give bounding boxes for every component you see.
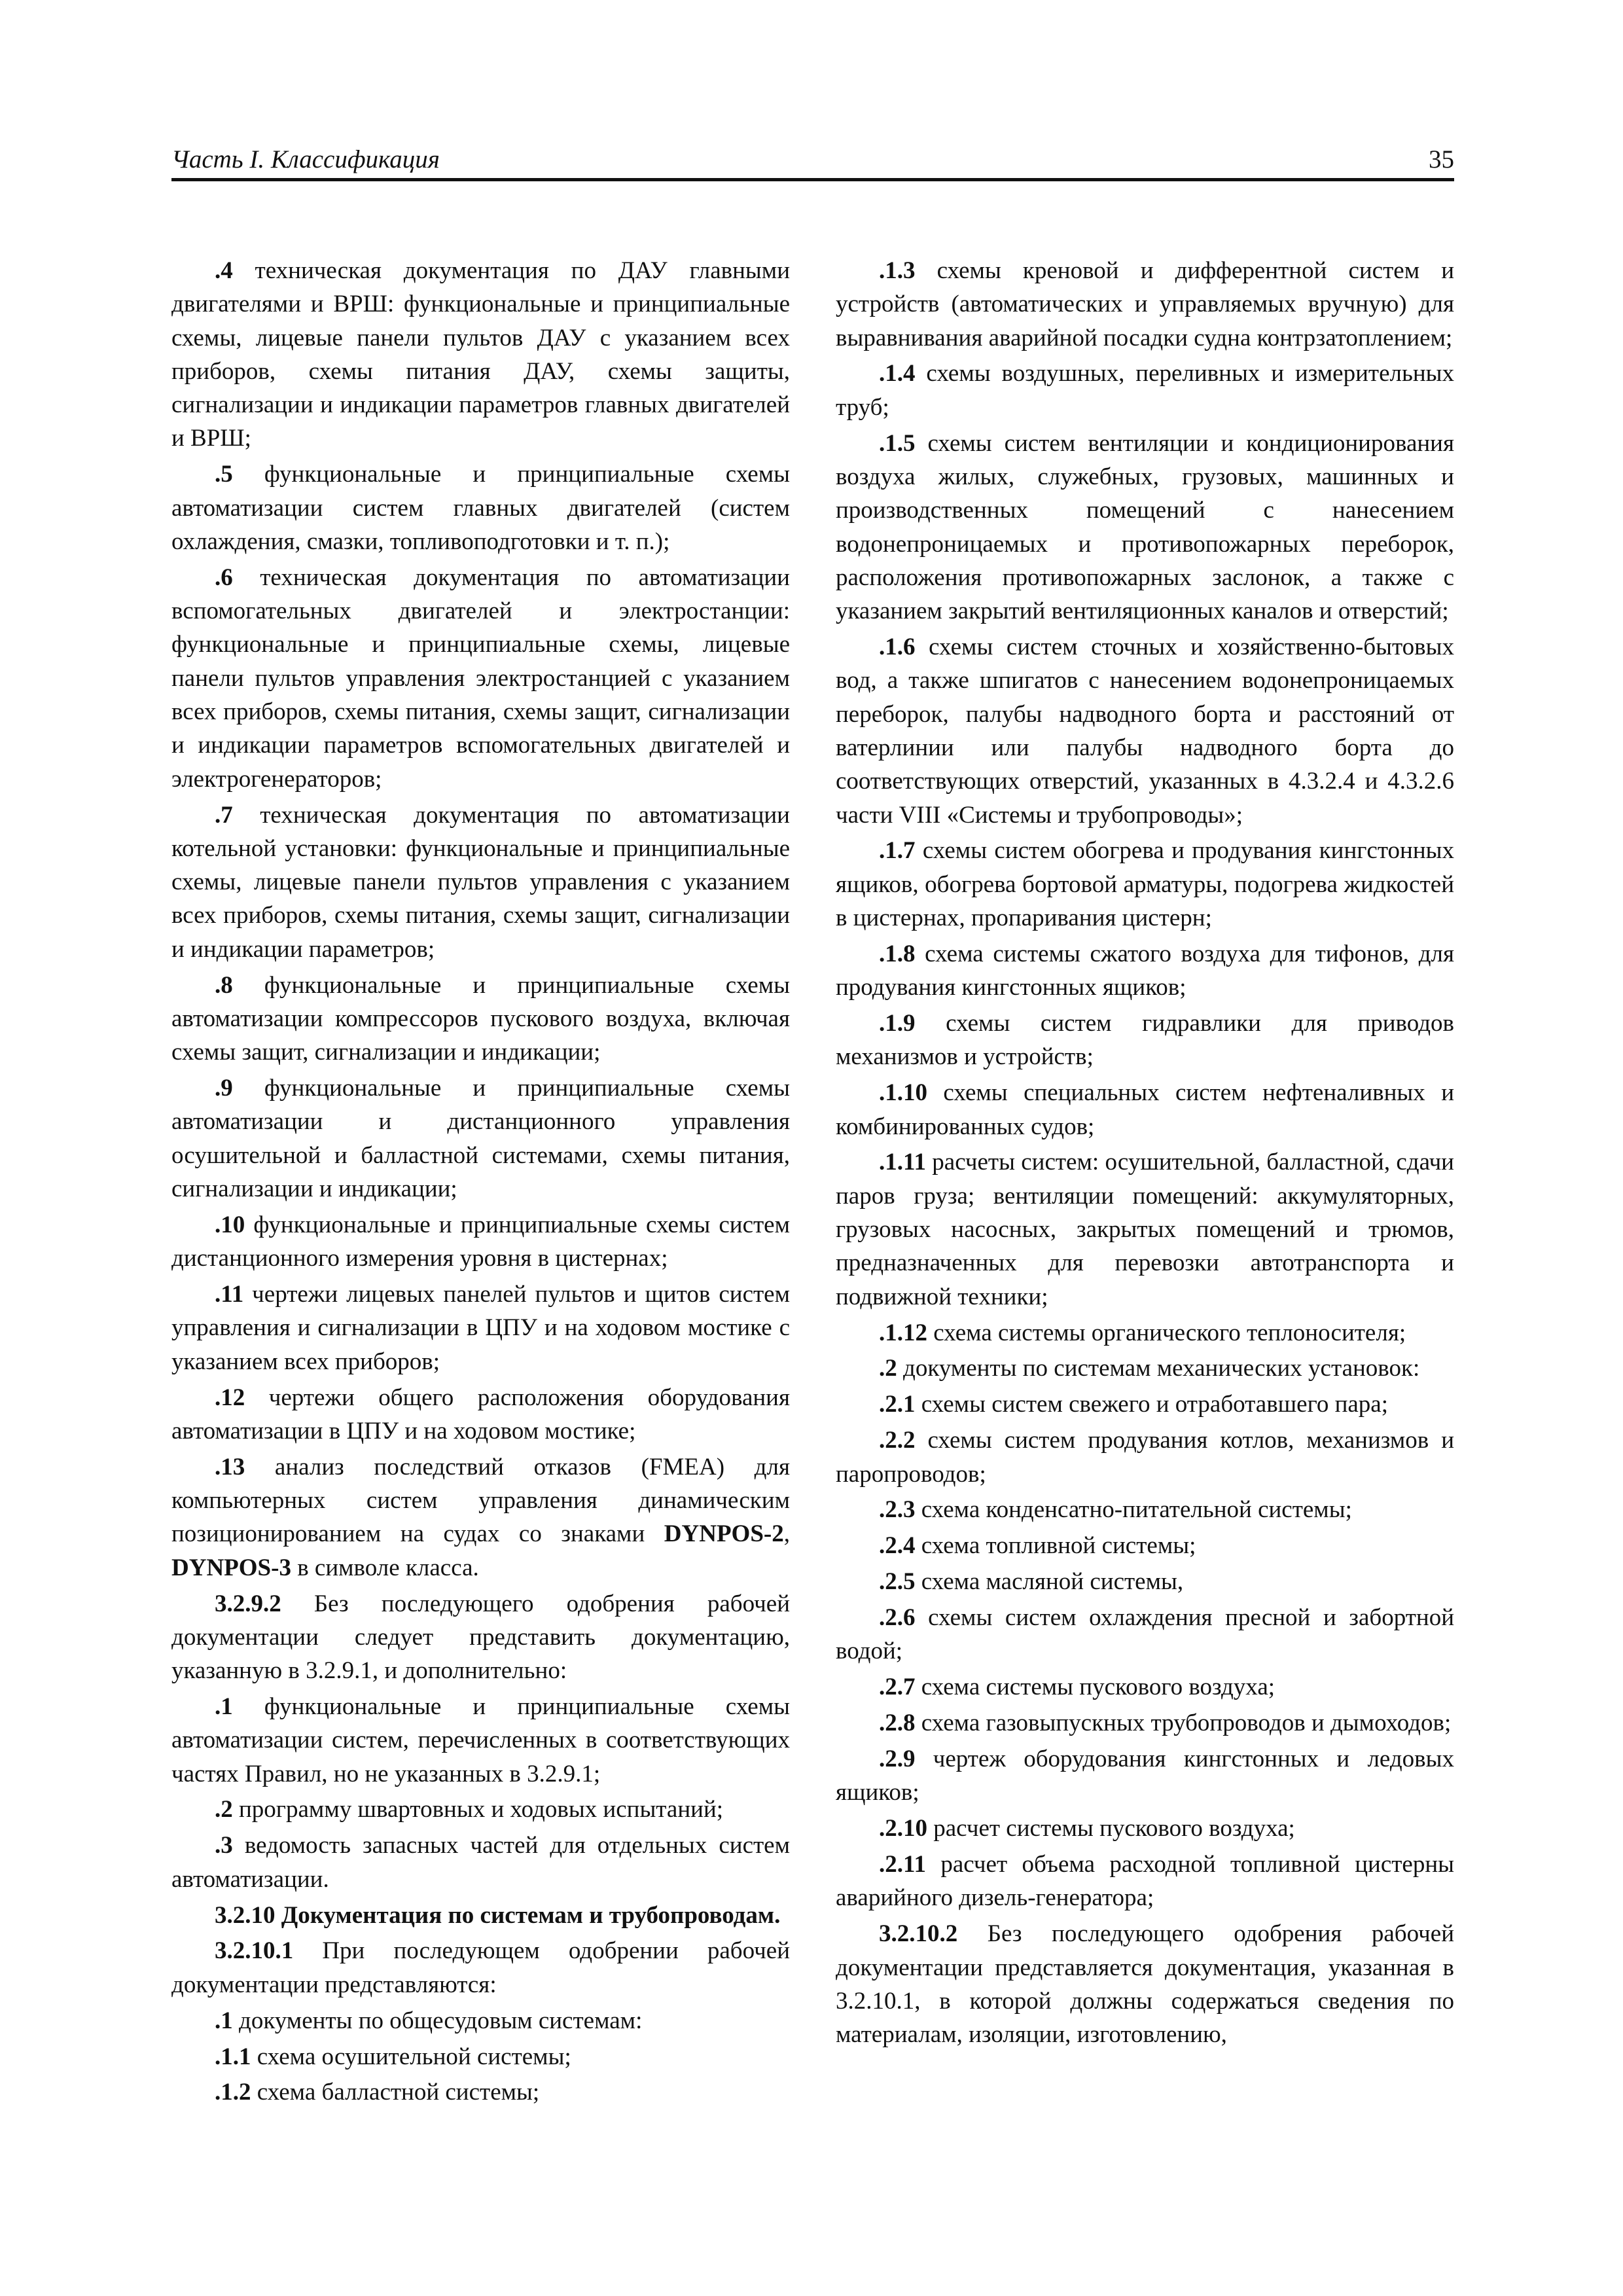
- list-item: .1.3 схемы креновой и дифферентной систем и устройств (автоматических и управляемых вручную) для выравнивания аварийной посадки судна контрзатоплением;: [836, 257, 1454, 351]
- list-item: .2.8 схема газовыпускных трубопроводов и дымоходов;: [879, 1710, 1452, 1737]
- list-item: .1 функциональные и принципиальные схемы автоматизации систем, перечисленных в соответствующих частях Правил, но не указанных в 3.2.9.1;: [171, 1693, 790, 1787]
- list-item: .2 программу швартовных и ходовых испытаний;: [215, 1796, 724, 1823]
- list-item: .4 техническая документация по ДАУ главными двигателями и ВРШ: функциональные и принципиальные схемы, лицевые панели пультов ДАУ с указанием всех приборов, схемы питания ДАУ, схемы защиты, сигнализации и индикации параметров главных двигателей и ВРШ;: [171, 257, 790, 452]
- list-item: .2.11 расчет объема расходной топливной цистерны аварийного дизель-генератора;: [836, 1851, 1454, 1912]
- list-item: .6 техническая документация по автоматизации вспомогательных двигателей и электростанции: функциональные и принципиальные схемы, лицевые панели пультов управления электростанцией с указанием всех приборов, схемы питания, схемы защит, сигнализации и индикации параметров вспомогательных двигателей и электрогенераторов;: [171, 564, 790, 793]
- list-item: .2.9 чертеж оборудования кингстонных и ледовых ящиков;: [836, 1746, 1454, 1806]
- list-item: .7 техническая документация по автоматизации котельной установки: функциональные и принципиальные схемы, лицевые панели пультов управления с указанием всех приборов, схемы питания, схемы защит, сигнализации и индикации параметров;: [171, 801, 790, 963]
- list-item: .1.7 схемы систем обогрева и продувания кингстонных ящиков, обогрева бортовой арматуры, подогрева жидкостей в цистернах, пропаривания цистерн;: [836, 837, 1454, 932]
- list-item: .1.4 схемы воздушных, переливных и измерительных труб;: [836, 360, 1454, 421]
- list-item: .1.11 расчеты систем: осушительной, балластной, сдачи паров груза; вентиляции помещений: аккумуляторных, грузовых насосных, закрытых помещений и трюмов, предназначенных для перевозки автотранспорта и подвижной техники;: [836, 1149, 1454, 1310]
- list-item: .1.10 схемы специальных систем нефтеналивных и комбинированных судов;: [836, 1079, 1454, 1140]
- list-item: .1.5 схемы систем вентиляции и кондиционирования воздуха жилых, служебных, грузовых, машинных и производственных помещений с нанесением водонепроницаемых и противопожарных переборок, расположения противопожарных заслонок, а также с указанием закрытий вентиляционных каналов и отверстий;: [836, 429, 1454, 625]
- list-item: .2.3 схема конденсатно-питательной системы;: [879, 1496, 1352, 1524]
- list-item: .3 ведомость запасных частей для отдельных систем автоматизации.: [171, 1832, 790, 1893]
- list-item: .1.8 схема системы сжатого воздуха для тифонов, для продувания кингстонных ящиков;: [836, 940, 1454, 1001]
- section-paragraph: 3.2.10.1 При последующем одобрении рабочей документации представляются:: [171, 1937, 790, 1998]
- list-item: .2 документы по системам механических установок:: [879, 1355, 1420, 1382]
- list-item: .10 функциональные и принципиальные схемы систем дистанционного измерения уровня в цистернах;: [171, 1211, 790, 1272]
- list-item: .1.6 схемы систем сточных и хозяйственно-бытовых вод, а также шпигатов с нанесением водонепроницаемых переборок, палубы надводного борта и расстояний от ватерлинии или палубы надводного борта до соответствующих отверстий, указанных в 4.3.2.4 и 4.3.2.6 части VIII «Системы и трубопроводы»;: [836, 634, 1454, 829]
- section-heading: 3.2.10 Документация по системам и трубопроводам.: [215, 1901, 781, 1929]
- list-item: .2.10 расчет системы пускового воздуха;: [879, 1815, 1295, 1842]
- list-item: .2.1 схемы систем свежего и отработавшего пара;: [879, 1391, 1389, 1418]
- list-item: .9 функциональные и принципиальные схемы автоматизации и дистанционного управления осушительной и балластной системами, схемы питания, сигнализации и индикации;: [171, 1075, 790, 1202]
- list-item: .13 анализ последствий отказов (FMEA) для компьютерных систем управления динамическим позиционированием на судах со знаками DYNPOS-2, DYNPOS-3 в символе класса.: [171, 1453, 790, 1581]
- list-item: .8 функциональные и принципиальные схемы автоматизации компрессоров пускового воздуха, включая схемы защит, сигнализации и индикации;: [171, 971, 790, 1066]
- list-item: .1 документы по общесудовым системам:: [215, 2007, 643, 2034]
- list-item: .2.2 схемы систем продувания котлов, механизмов и паропроводов;: [836, 1427, 1454, 1488]
- right-column: [836, 254, 1454, 2054]
- list-item: .1.2 схема балластной системы;: [215, 2079, 540, 2106]
- list-item: .11 чертежи лицевых панелей пультов и щитов систем управления и сигнализации в ЦПУ и на ходовом мостике с указанием всех приборов;: [171, 1281, 790, 1375]
- section-paragraph: 3.2.9.2 Без последующего одобрения рабочей документации следует представить документацию, указанную в 3.2.9.1, и дополнительно:: [171, 1590, 790, 1685]
- page-header: [171, 145, 1454, 181]
- list-item: .1.9 схемы систем гидравлики для приводов механизмов и устройств;: [836, 1010, 1454, 1071]
- list-item: .2.5 схема масляной системы,: [879, 1568, 1184, 1596]
- list-item: .5 функциональные и принципиальные схемы автоматизации систем главных двигателей (систем охлаждения, смазки, топливоподготовки и т. п.);: [171, 461, 790, 555]
- list-item: .1.1 схема осушительной системы;: [215, 2043, 571, 2070]
- section-paragraph: 3.2.10.2 Без последующего одобрения рабочей документации представляется документация, указанная в 3.2.10.1, в которой должны содержаться сведения по материалам, изоляции, изготовлению,: [836, 1920, 1454, 2049]
- list-item: .2.6 схемы систем охлаждения пресной и забортной водой;: [836, 1604, 1454, 1665]
- list-item: .2.7 схема системы пускового воздуха;: [879, 1674, 1275, 1701]
- page-number: 35: [1429, 145, 1454, 173]
- running-header-title: Часть I. Классификация: [171, 145, 440, 173]
- list-item: .1.12 схема системы органического теплоносителя;: [879, 1319, 1406, 1346]
- left-column: [171, 254, 790, 2111]
- list-item: .12 чертежи общего расположения оборудования автоматизации в ЦПУ и на ходовом мостике;: [171, 1384, 790, 1444]
- list-item: .2.4 схема топливной системы;: [879, 1532, 1196, 1560]
